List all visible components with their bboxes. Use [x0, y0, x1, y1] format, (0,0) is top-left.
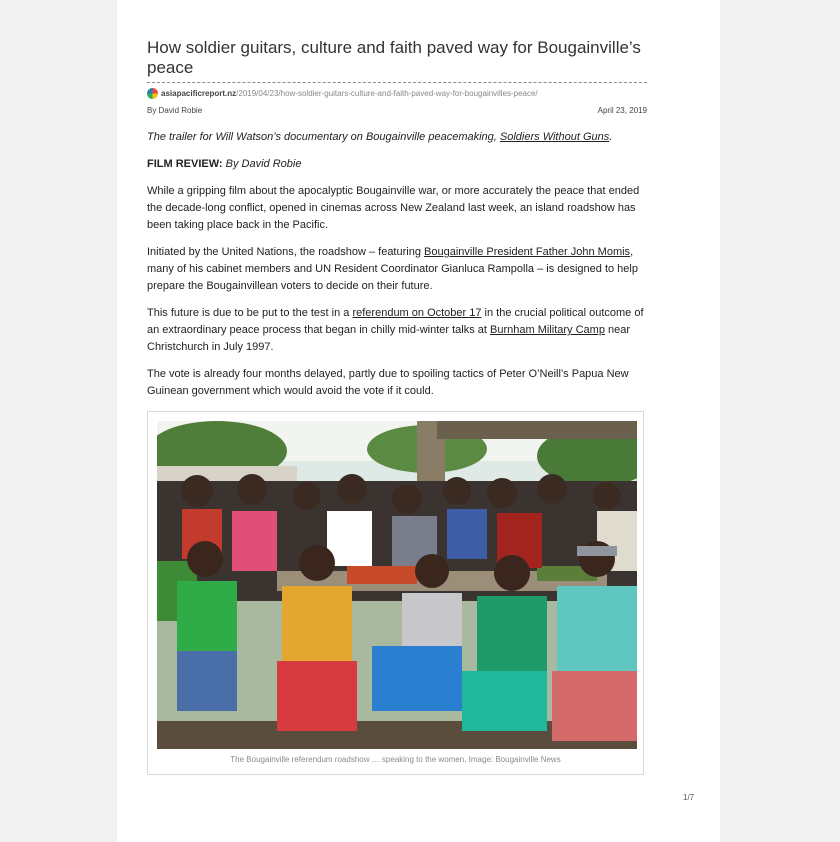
byline-row	[147, 106, 647, 115]
review-author: By David Robie	[222, 158, 302, 170]
paragraph-3	[147, 305, 647, 356]
paragraph-4: The vote is already four months delayed, partly due to spoiling tactics of Peter O’Neill’s Papua New Guinean government which would avoid the vote if it could.	[147, 368, 629, 397]
article-body	[147, 38, 647, 400]
burnham-link[interactable]: Burnham Military Camp	[490, 324, 605, 336]
referendum-link[interactable]: referendum on October 17	[352, 307, 482, 319]
intro-end: .	[609, 131, 613, 143]
p3-text-c: near Christchurch in July 1997.	[147, 324, 631, 353]
review-line	[147, 156, 647, 173]
publish-date: April 23, 2019	[597, 106, 647, 115]
right-margin	[720, 0, 840, 842]
intro-text: The trailer for Will Watson’s documentary on Bougainville peacemaking,	[147, 131, 500, 143]
source-domain-link[interactable]: asiapacificreport.nz	[161, 88, 237, 98]
article-title: How soldier guitars, culture and faith paved way for Bougainville’s peace	[147, 38, 641, 77]
p3-text-a: This future is due to be put to the test in a	[147, 307, 353, 319]
figure-caption: The Bougainville referendum roadshow … speaking to the women. Image: Bougainville News	[230, 755, 561, 764]
p2-text-b: , many of his cabinet members and UN Resident Coordinator Gianluca Rampolla – is designed to help prepare the Bougainvillean voters to decide on their future.	[147, 246, 638, 292]
page-number: 1/7	[683, 793, 695, 802]
source-row	[147, 82, 647, 100]
review-label: FILM REVIEW:	[147, 158, 223, 170]
p3-text-b: in the crucial political outcome of an extraordinary peace process that began in chilly mid-winter talks at	[147, 307, 644, 336]
byline: By David Robie	[147, 106, 203, 115]
site-favicon-icon	[147, 88, 158, 99]
president-link[interactable]: Bougainville President Father John Momis	[424, 246, 631, 258]
p2-text-a: Initiated by the United Nations, the roadshow – featuring	[147, 246, 425, 258]
article-figure	[147, 411, 644, 775]
roadshow-photo	[157, 421, 637, 749]
left-margin	[0, 0, 117, 842]
paragraph-1: While a gripping film about the apocalyptic Bougainville war, or more accurately the peace that ended the decade-long conflict, opened in cinemas across New Zealand last week, an island roadshow has been taking place back in the Pacific.	[147, 185, 640, 231]
paragraph-2	[147, 244, 647, 295]
intro-paragraph	[147, 129, 647, 146]
source-path: /2019/04/23/how-soldier-guitars-culture-and-faith-paved-way-for-bougainvilles-peace/	[236, 88, 538, 98]
film-title-link[interactable]: Soldiers Without Guns	[499, 131, 610, 143]
photo-illustration	[157, 421, 637, 749]
